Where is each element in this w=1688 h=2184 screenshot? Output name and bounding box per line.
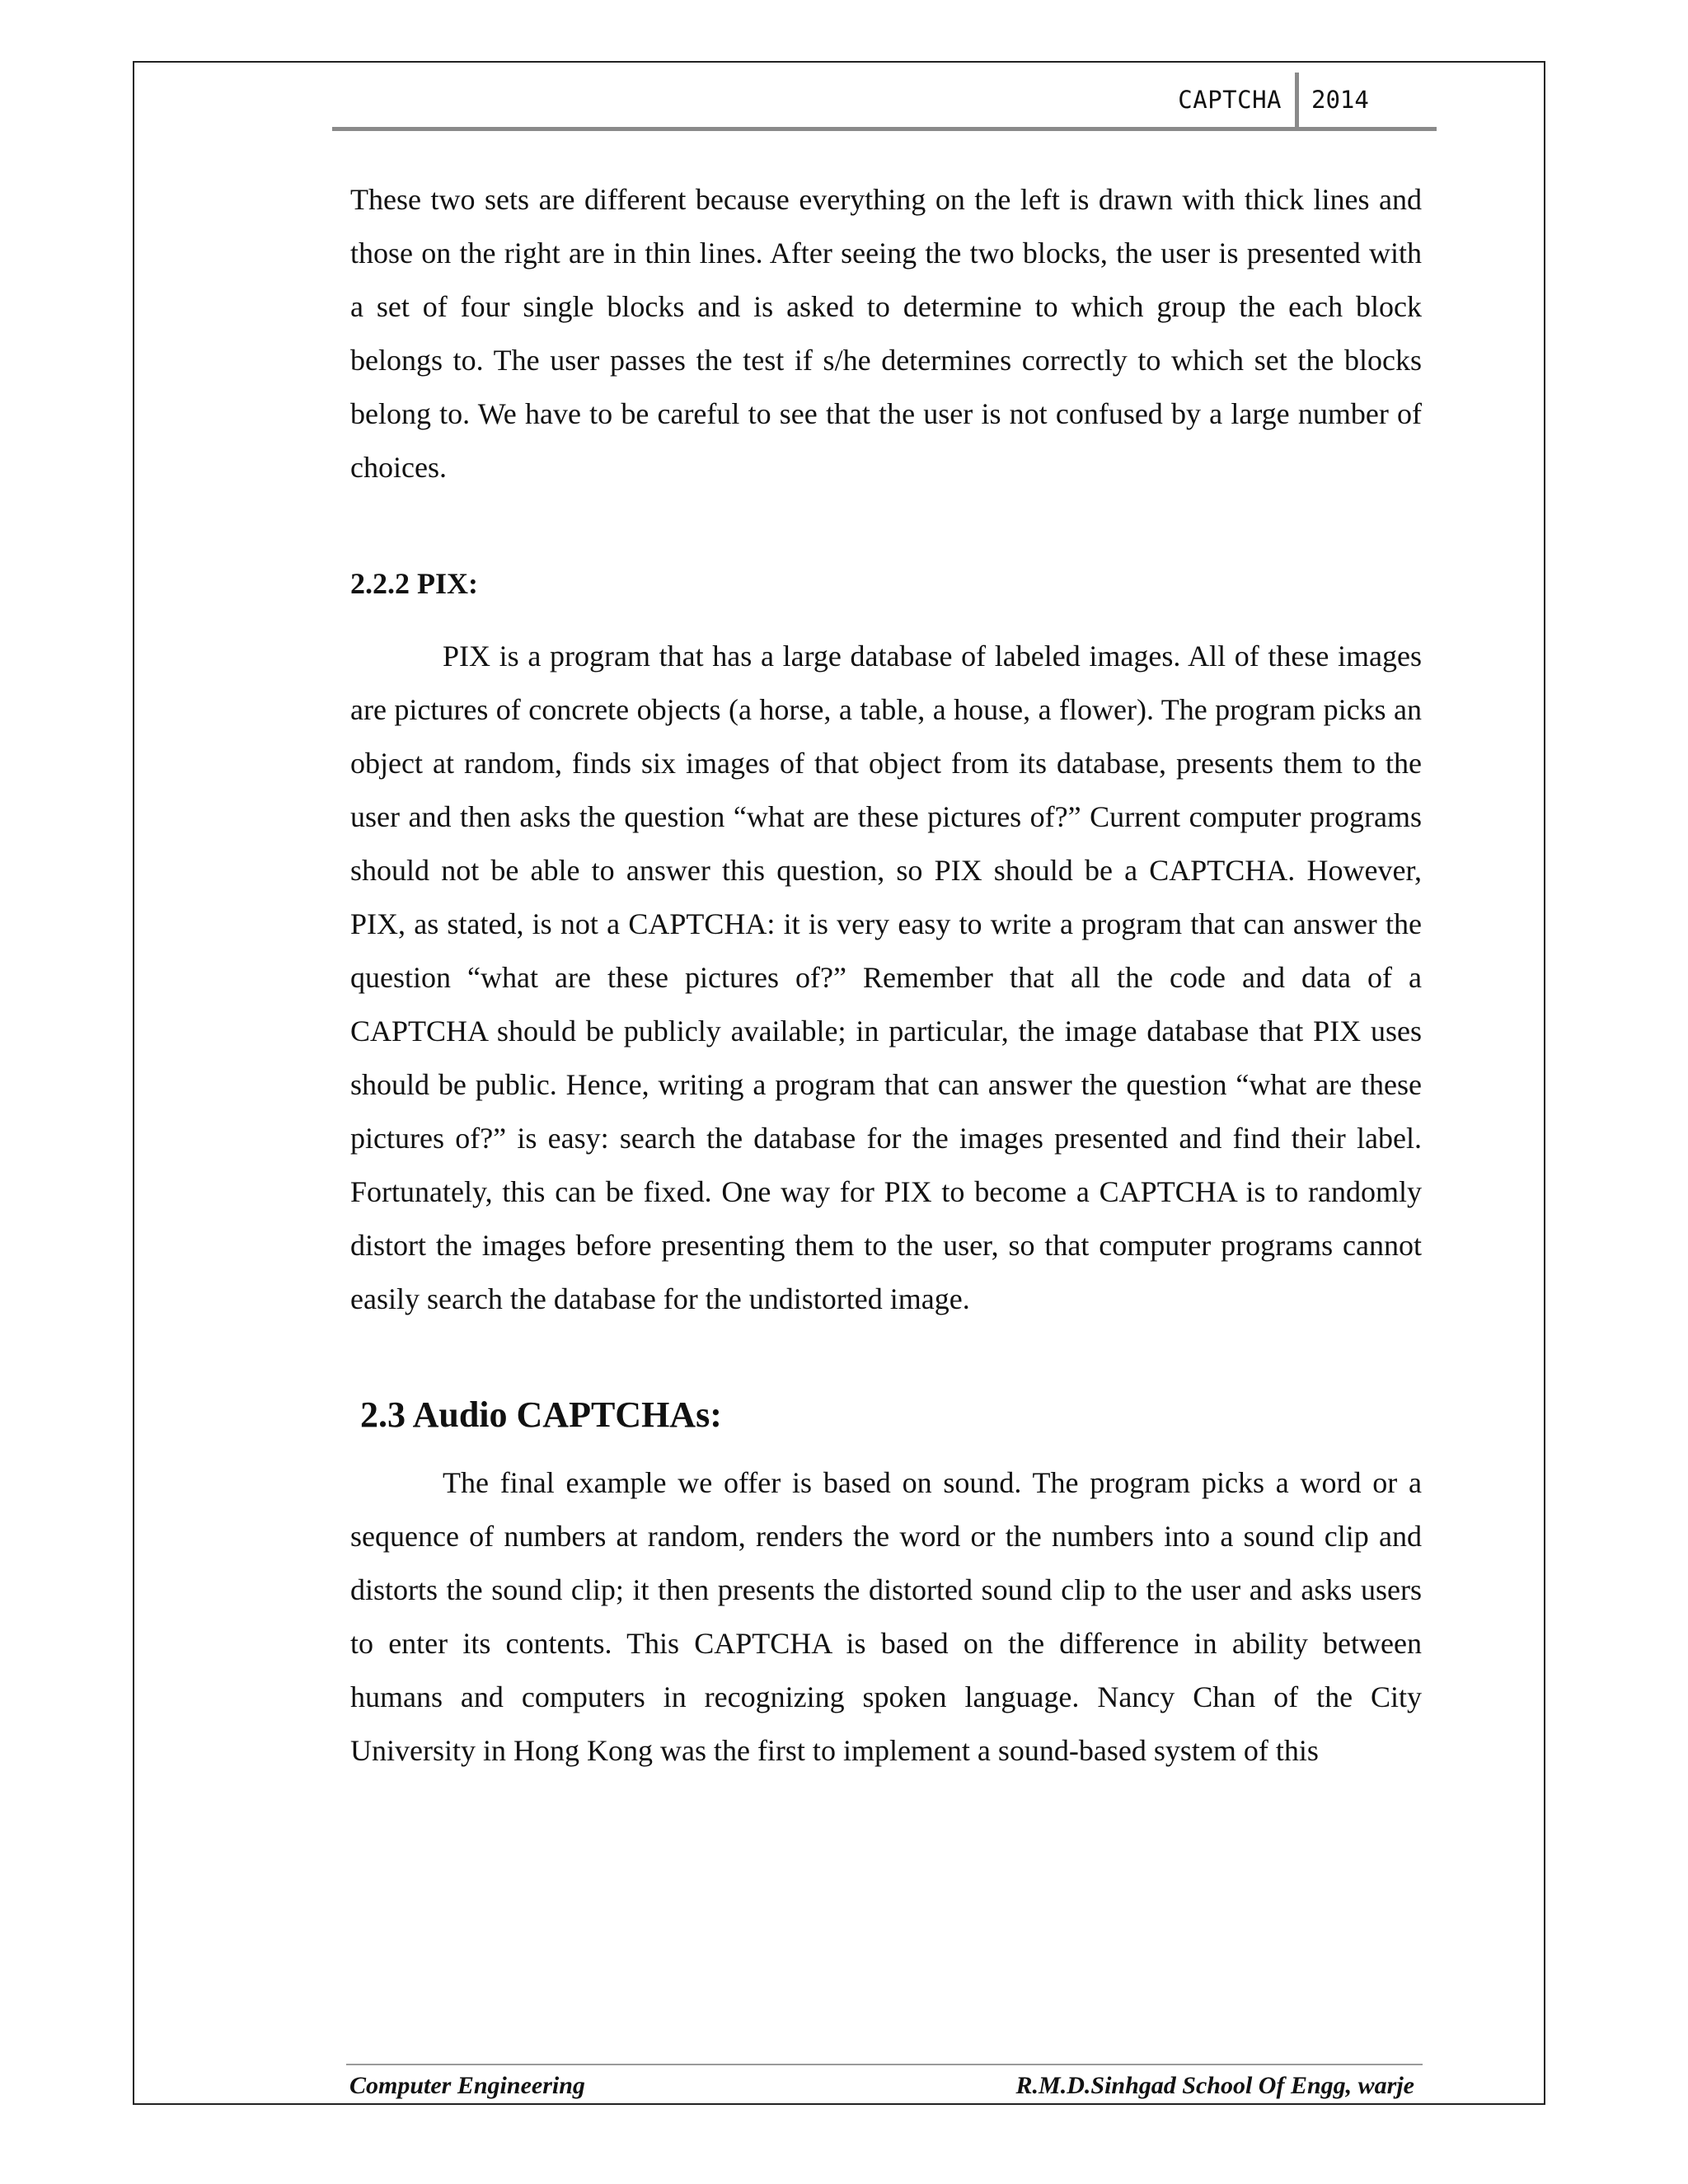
footer-institution: R.M.D.Sinhgad School Of Engg, warje [1015,2072,1414,2099]
page-content [350,173,1422,1778]
footer-department: Computer Engineering [349,2072,585,2099]
header-rule [332,127,1437,131]
section-heading-audio-captchas: 2.3 Audio CAPTCHAs: [360,1394,722,1435]
page-header [332,69,1437,134]
paragraph-audio-captchas: The final example we offer is based on sound. The program picks a word or a sequence of numbers at random, renders the word or the numbers into a sound clip and distorts the sound clip; it then presents the distorted sound clip to the user and asks users to enter its contents. This CAPTCHA is based on the difference in ability between humans and computers in recognizing spoken language. Nancy Chan of the City University in Hong Kong was the first to implement a sound-based system of this [350,1466,1422,1767]
header-divider [1295,73,1299,129]
paragraph-pix: PIX is a program that has a large database of labeled images. All of these images are pictures of concrete objects (a horse, a table, a house, a flower). The program picks an object at random, finds six images of that object from its database, presents them to the user and then asks the question “what are these pictures of?” Current computer programs should not be able to answer this question, so PIX should be a CAPTCHA. However, PIX, as stated, is not a CAPTCHA: it is very easy to write a program that can answer the question “what are these pictures of?” Remember that all the code and data of a CAPTCHA should be publicly available; in particular, the image database that PIX uses should be public. Hence, writing a program that can answer the question “what are these pictures of?” is easy: search the database for the images presented and find their label. Fortunately, this can be fixed. One way for PIX to become a CAPTCHA is to randomly distort the images before presenting them to the user, so that computer programs cannot easily search the database for the undistorted image. [350,640,1422,1315]
header-year: 2014 [1311,86,1369,114]
paragraph-sets-intro: These two sets are different because everything on the left is drawn with thick lines and those on the right are in thin lines. After seeing the two blocks, the user is presented with a set of four single blocks and is asked to determine to which group the each block belongs to. The user passes the test if s/he determines correctly to which set the blocks belong to. We have to be careful to see that the user is not confused by a large number of choices. [350,183,1422,484]
page-footer [346,2064,1423,2103]
header-title: CAPTCHA [1178,86,1282,114]
subsection-heading-pix: 2.2.2 PIX: [350,567,478,600]
